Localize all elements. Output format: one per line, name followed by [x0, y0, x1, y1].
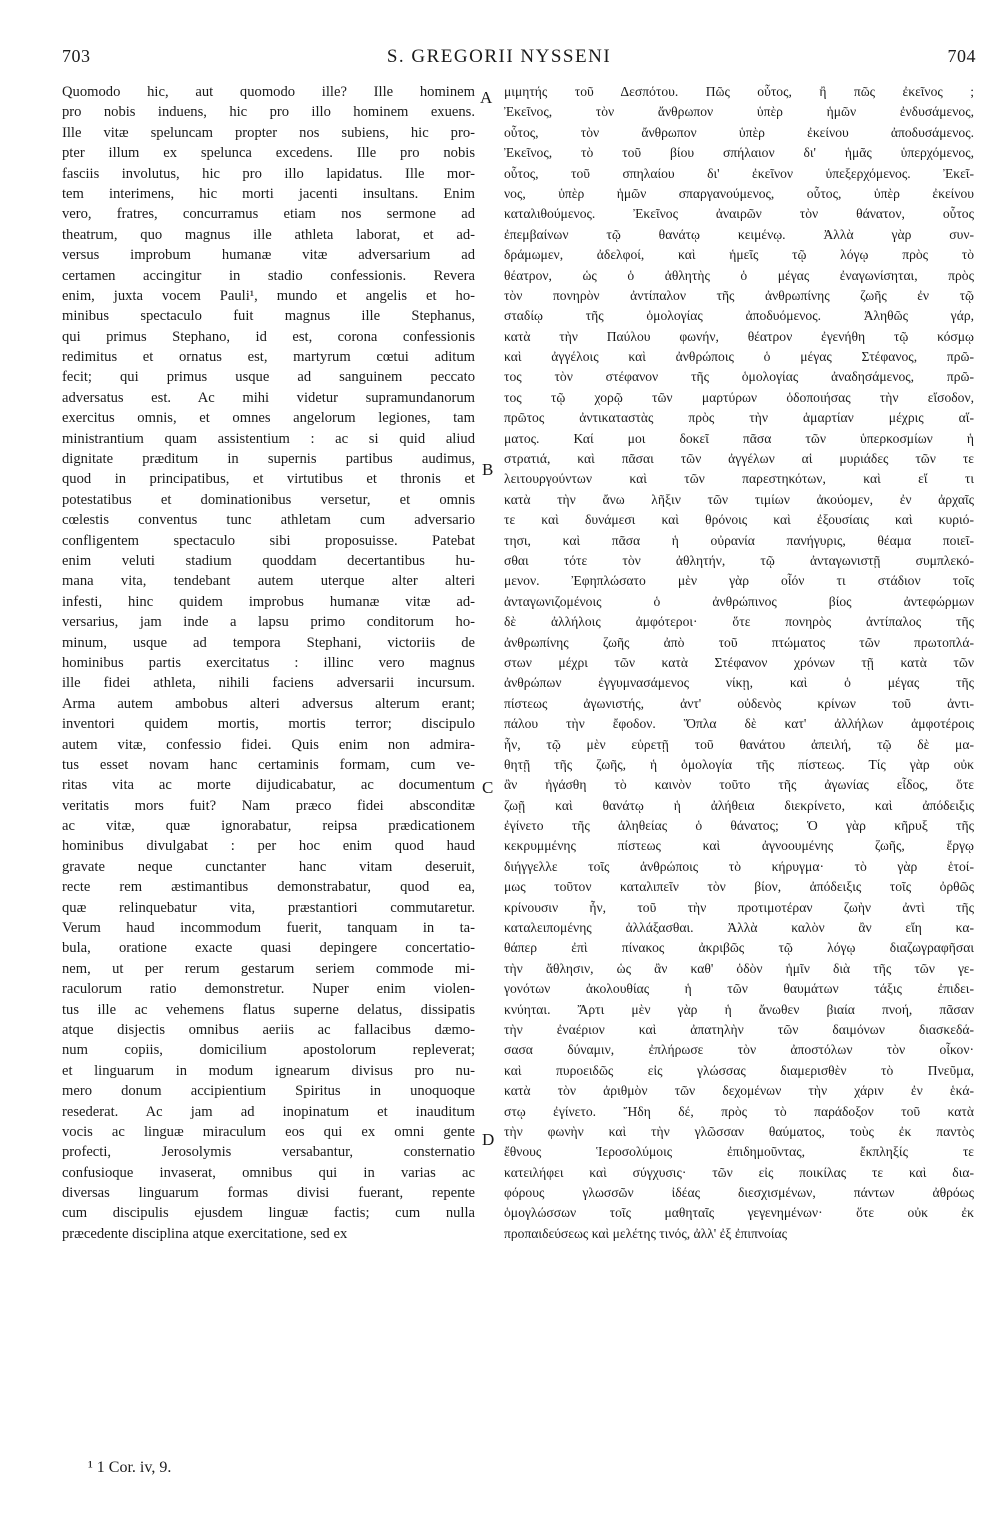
- text-line: fecit; qui primus usque ad sanguinem peccato: [62, 369, 475, 386]
- text-line: κνύηται. Ἄρτι μὲν γὰρ ἡ ἄνωθεν βιαία πνοή, πᾶσαν: [504, 1001, 974, 1017]
- text-line: pter illum ex spelunca excedens. Ille pro nobis: [62, 145, 475, 162]
- text-line: infesti, hinc quidem improbus humanæ vitæ ad-: [62, 593, 475, 610]
- text-line: confligentem spectaculo sibi proposuisse. Patebat: [62, 532, 475, 549]
- text-line: hominibus partis exercitatus : illinc vero magnus: [62, 654, 475, 671]
- text-line: enim, juxta vocem Pauli¹, mundo et angelis et ho-: [62, 287, 475, 304]
- text-line: Quomodo hic, aut quomodo ille? Ille hominem: [62, 84, 475, 100]
- text-line: theatrum, quo magnus ille athleta laborat, et ad-: [62, 226, 475, 243]
- text-line: minibus spectaculo fuit magnus ille Stephanus,: [62, 308, 475, 325]
- text-line: προπαιδεύσεως καὶ μελέτης τινός, ἀλλ' ἐξ ἐπιπνοίας: [504, 1225, 788, 1241]
- text-line: τος τῷ χορῷ τῶν μαρτύρων ὁδοποιήσας τὴν εἴσοδον,: [504, 389, 974, 405]
- text-line: inventori quidem mortis, mortis terror; discipulo: [62, 716, 475, 733]
- text-line: raculorum ratio demonstretur. Nuper enim violen-: [62, 981, 475, 998]
- text-line: bula, oratione exacte quasi depingere concertatio-: [62, 940, 475, 957]
- text-line: φόρους γλωσσῶν ἰδέας διεσχισμένων, πάντων ἀθρόως: [504, 1185, 974, 1201]
- text-line: mero donum accipientium Spiritus in unoquoque: [62, 1083, 475, 1100]
- text-line: τε καὶ δυνάμεσι καὶ θρόνοις καὶ ἐξουσίαις καὶ κυριό-: [504, 512, 974, 528]
- text-line: atque disjectis omnibus aeriis ac fallacibus dæmo-: [62, 1021, 475, 1038]
- text-line: gravate neque cunctanter hanc vitam deseruit,: [62, 858, 475, 875]
- text-line: Verum haud incommodum fuerit, tanquam in ta-: [62, 920, 475, 937]
- text-line: κατὰ τὴν ἄνω λῆξιν τῶν τιμίων ἀκούομεν, ἐν ἀρχαῖς: [504, 491, 974, 507]
- text-line: tus ille ac vehemens flatus superne delatus, dissipatis: [62, 1001, 475, 1018]
- text-line: οὗτος, τὸν ἄνθρωπον ὑπὲρ ἐκείνου ἀποδυσάμενος.: [504, 124, 974, 140]
- text-line: ἐγίνετο τῆς ἀληθείας ὁ θάνατος; Ὁ γὰρ κῆρυξ τῆς: [504, 818, 974, 834]
- text-line: exercitus omnis, et omnes angelorum legiones, tam: [62, 410, 475, 427]
- text-line: cum discipulis ejusdem linguæ factis; cum nulla: [62, 1205, 475, 1222]
- text-line: vero, fratres, concurramus etiam nos sermone ad: [62, 206, 475, 223]
- text-line: vocis ac linguæ miraculum eos qui ex omni gente: [62, 1123, 475, 1140]
- text-line: tus esset novam hanc certaminis formam, cum ve-: [62, 756, 475, 773]
- text-line: οὗτος, τοῦ σπηλαίου δι' ἐκεῖνον ὑπεξερχόμενος. Ἐκεῖ-: [504, 165, 974, 181]
- text-line: ἦν, τῷ μὲν εὑρετῇ τοῦ θανάτου ἀπειλή, τῷ δὲ μα-: [504, 736, 974, 752]
- text-line: κεκρυμμένης πίστεως καὶ ἀγνοουμένης ζωῆς, ἔργῳ: [504, 838, 974, 854]
- text-line: τησι, καὶ πᾶσα ἡ οὐρανία πανήγυρις, θέαμα ποιεῖ-: [504, 532, 974, 548]
- page-header: [0, 46, 998, 72]
- running-title: S. GREGORII NYSSENI: [386, 46, 612, 67]
- text-line: et linguarum in modum ignearum divisus pro nu-: [62, 1062, 475, 1079]
- text-line: ζωῇ καὶ θανάτῳ ἡ ἀλήθεια διεκρίνετο, καὶ ἀπόδειξις: [504, 797, 974, 813]
- text-line: πρῶτος ἀντικαταστὰς πρὸς τὴν ἁμαρτίαν μέχρις αἵ-: [504, 410, 974, 426]
- text-line: καὶ πυροειδῶς εἰς γλώσσας διαμερισθὲν τὸ Πνεῦμα,: [504, 1062, 974, 1078]
- text-line: ἂν ἠγάσθη τὸ καινὸν τοῦτο τῆς ἀγωνίας εἶδος, ὅτε: [504, 777, 974, 793]
- text-line: num copiis, domicilium apostolorum repleverat;: [62, 1042, 475, 1059]
- text-line: σταδίῳ τῆς ὁμολογίας ἀποδυόμενος. Ἀληθῶς γάρ,: [504, 308, 974, 324]
- text-line: diversas linguarum formas divisi fuerant, repente: [62, 1185, 475, 1202]
- text-line: κατὰ τὸν ἀριθμὸν τῶν δεχομένων τὴν χάριν ἐν ἑκά-: [504, 1083, 974, 1099]
- text-line: καὶ ἀγγέλοις καὶ ἀνθρώποις ὁ μέγας Στέφανος, πρῶ-: [504, 349, 974, 365]
- text-line: τὸν πονηρὸν ἀντίπαλον τῆς ἀνθρωπίνης ζωῆς ἐν τῷ: [504, 287, 974, 303]
- text-line: τος τὸν στέφανον τῆς ὁμολογίας ἀναδησάμενος, πρῶ-: [504, 369, 974, 385]
- text-line: ministrantium quam assistentium : ac si quid aliud: [62, 430, 475, 447]
- text-line: ἔθνους Ἱεροσολύμοις ἐπιδημοῦντας, ἔκπληξίς τε: [504, 1144, 974, 1160]
- text-line: σθαι τότε τὸν ἀθλητήν, τῷ ἀνταγωνιστῇ συμπλεκό-: [504, 552, 974, 568]
- margin-marker-c: C: [482, 778, 494, 797]
- text-line: ὁμογλώσσων τοῖς μαθηταῖς γεγενημένων· ὅτε οὐκ ἐκ: [504, 1205, 974, 1221]
- text-line: certamen accingitur in stadio confessionis. Revera: [62, 267, 475, 284]
- text-line: præcedente disciplina atque exercitatione, sed ex: [62, 1225, 348, 1242]
- text-line: ritas vita ac morte dijudicabatur, ac documentum: [62, 777, 475, 794]
- margin-marker-d: D: [482, 1130, 495, 1149]
- text-line: qui primus Stephano, id est, corona confessionis: [62, 328, 475, 345]
- text-line: ματος. Καί μοι δοκεῖ πᾶσα τῶν ὑπερκοσμίων ἡ: [504, 430, 974, 446]
- text-line: pro nobis induens, hic pro illo hominem exuens.: [62, 104, 475, 121]
- text-line: cœlestis conventus tunc athletam cum adversario: [62, 512, 475, 529]
- text-line: θάπερ ἐπὶ πίνακος ἀκριβῶς τῷ λόγῳ διαζωγραφῆσαι: [504, 940, 974, 956]
- text-line: πάλου τὴν ἔφοδον. Ὅπλα δὲ κατ' ἀλλήλων ἀμφοτέροις: [504, 716, 974, 732]
- text-line: hominibus divulgabat : per hoc enim quod haud: [62, 838, 475, 855]
- text-line: ἀνθρώπων ἐγγυμνασάμενος νίκῃ, καὶ ὁ μέγας τῆς: [504, 675, 974, 691]
- text-line: ac vitæ, quæ ignorabatur, reipsa prædicationem: [62, 818, 475, 835]
- text-line: redimitus et ornatus est, martyrum cœtui aditum: [62, 349, 475, 366]
- text-line: ille fidei athleta, nihili faciens adversarii incursum.: [62, 675, 475, 692]
- text-line: καταλιθούμενος. Ἐκεῖνος ἀναιρῶν τὸν θάνατον, οὗτος: [504, 206, 974, 222]
- text-line: fasciis involutus, hic pro illo lapidatus. Ille mor-: [62, 165, 475, 182]
- text-line: Arma autem ambobus alteri adversus alterum erant;: [62, 695, 475, 712]
- text-line: κρίνουσιν ἦν, τοῦ τὴν προτιμοτέραν ζωὴν ἀντὶ τῆς: [504, 899, 974, 915]
- margin-marker-a: A: [480, 88, 493, 107]
- text-line: resederat. Ac jam ad inopinatum et inauditum: [62, 1103, 475, 1120]
- text-line: enim veluti stadium quoddam decertantibus hu-: [62, 552, 475, 569]
- text-line: recte rem æstimantibus demonstrabatur, quod ea,: [62, 879, 475, 896]
- greek-column: [504, 82, 974, 1244]
- text-line: στρατιά, καὶ πᾶσαι τῶν ἀγγέλων αἱ μυριάδες τῶν τε: [504, 451, 974, 467]
- text-line: τὴν ἄθλησιν, ὡς ἂν καθ' ὁδὸν ἡμῖν διὰ τῆς τῶν γε-: [504, 960, 974, 976]
- text-line: μιμητής τοῦ Δεσπότου. Πῶς οὗτος, ἢ πῶς ἐκεῖνος ;: [504, 84, 974, 99]
- text-line: μενον. Ἐφηπλώσατο μὲν γὰρ οἷόν τι στάδιον τοῖς: [504, 573, 974, 589]
- text-line: dignitate præditum in supernis partibus audimus,: [62, 451, 475, 468]
- text-line: potestatibus et dominationibus versetur, et omnis: [62, 491, 475, 508]
- text-line: veritatis mors fuit? Nam præco fidei absconditæ: [62, 797, 475, 814]
- text-line: λειτουργούντων καὶ τῶν παρεστηκότων, καὶ εἴ τι: [504, 471, 974, 487]
- text-line: τὴν ἐναέριον καὶ ἀπατηλὴν τῶν δαιμόνων διασκεδά-: [504, 1021, 974, 1037]
- text-line: versarius, jam inde a lapsu primo conditorum ho-: [62, 614, 475, 631]
- text-line: στων μέχρι τῶν κατὰ Στέφανον χρόνων τῇ κατὰ τῶν: [504, 654, 974, 670]
- text-line: καταλειπομένης ἀλλάξασθαι. Ἀλλὰ καλὸν ἂν εἴη κα-: [504, 920, 974, 936]
- text-line: confusioque invaserat, omnibus qui in varias ac: [62, 1164, 475, 1181]
- text-line: σασα δύναμιν, ἐπλήρωσε τὸν ἀποστόλων τὸν οἶκον·: [504, 1042, 974, 1058]
- text-line: δὲ ἀλλήλοις ἀμφότεροι· ὅτε πονηρὸς ἀντίπαλος τῆς: [504, 614, 974, 630]
- text-line: ἐπεμβαίνων τῷ θανάτῳ κειμένῳ. Ἀλλὰ γὰρ συν-: [504, 226, 974, 242]
- text-line: Ἐκεῖνος, τὸν ἄνθρωπον ὑπὲρ ἡμῶν ἐνδυσάμενος,: [504, 104, 974, 120]
- text-line: quæ relinquebatur vita, præstantiori commutaretur.: [62, 899, 475, 916]
- text-line: πίστεως ἀγωνιστής, ἀντ' οὐδενὸς κρίνων τοῦ ἀντι-: [504, 695, 974, 711]
- text-line: Ille vitæ speluncam propter nos subiens, hic pro-: [62, 124, 475, 141]
- text-line: διήγγελλε τοῖς ἀνθρώποις τὸ κήρυγμα· τὸ γὰρ ἑτοί-: [504, 858, 974, 874]
- text-line: mana vita, tendebant autem uterque alter alteri: [62, 573, 475, 590]
- text-line: quod in principatibus, et virtutibus et thronis et: [62, 471, 475, 488]
- text-line: ἀνθρωπίνης ζωῆς ἀπὸ τοῦ πτώματος τῶν πρωτοπλά-: [504, 634, 974, 650]
- text-line: Ἐκεῖνος, τὸ τοῦ βίου σπήλαιον δι' ἡμᾶς ὑπερχόμενος,: [504, 145, 974, 161]
- latin-column: [62, 82, 475, 1244]
- text-line: profecti, Jerosolymis versabantur, consternatio: [62, 1144, 475, 1161]
- text-line: γονότων ἀκολουθίας ἡ τῶν θαυμάτων τάξις ἐπιδει-: [504, 981, 974, 997]
- text-line: κατὰ τὴν Παύλου φωνήν, θέατρον ἐγενήθη τῷ κόσμῳ: [504, 328, 974, 344]
- text-line: θέατρον, ὡς ὁ ἀθλητὴς ὁ μέγας ἐναγωνίσηται, πρὸς: [504, 267, 974, 283]
- text-line: κατειλήφει καὶ σύγχυσις· τῶν εἰς ποικίλας τε καὶ δια-: [504, 1164, 974, 1180]
- footnote: ¹ 1 Cor. iv, 9.: [88, 1459, 172, 1476]
- text-line: θητῇ τῆς ζωῆς, ἡ ὁμολογία τῆς πίστεως. Τίς γὰρ οὐκ: [504, 756, 974, 772]
- text-line: minum, usque ad tempora Stephani, victoriis de: [62, 634, 475, 651]
- text-line: tem interimens, hic morti jacenti insultans. Enim: [62, 185, 475, 202]
- text-line: adversatus est. Ac mihi videtur supramundanorum: [62, 389, 475, 406]
- text-line: στῳ ἐγίνετο. Ἤδη δέ, πρὸς τὸ παράδοξον τοῦ κατὰ: [504, 1103, 974, 1119]
- margin-marker-b: B: [482, 460, 494, 479]
- text-line: δράμωμεν, ἀδελφοί, καὶ ἡμεῖς τῷ λόγῳ πρὸς τὸ: [504, 247, 974, 263]
- text-line: versus improbum humanæ vitæ adversarium ad: [62, 247, 475, 264]
- text-line: μως τοῦτον καταλιπεῖν τὸν βίον, ἀπόδειξις τοῖς ὀρθῶς: [504, 879, 974, 895]
- text-line: nem, ut per rerum gestarum seriem commode mi-: [62, 960, 475, 977]
- text-line: ἀνταγωνιζομένοις ὁ ἀνθρώπινος βίος ἀντεφώρμων: [504, 593, 974, 609]
- text-line: νος, ὑπὲρ ἡμῶν σπαργανούμενος, οὗτος, ὑπὲρ ἐκείνου: [504, 185, 974, 201]
- text-line: autem vitæ, confessio fidei. Quis enim non admira-: [62, 736, 475, 753]
- page-number-right: 704: [947, 46, 976, 66]
- text-line: τὴν φωνὴν καὶ τὴν γλῶσσαν θαύματος, τοὺς ἐκ παντὸς: [504, 1123, 974, 1139]
- page-number-left: 703: [62, 46, 91, 66]
